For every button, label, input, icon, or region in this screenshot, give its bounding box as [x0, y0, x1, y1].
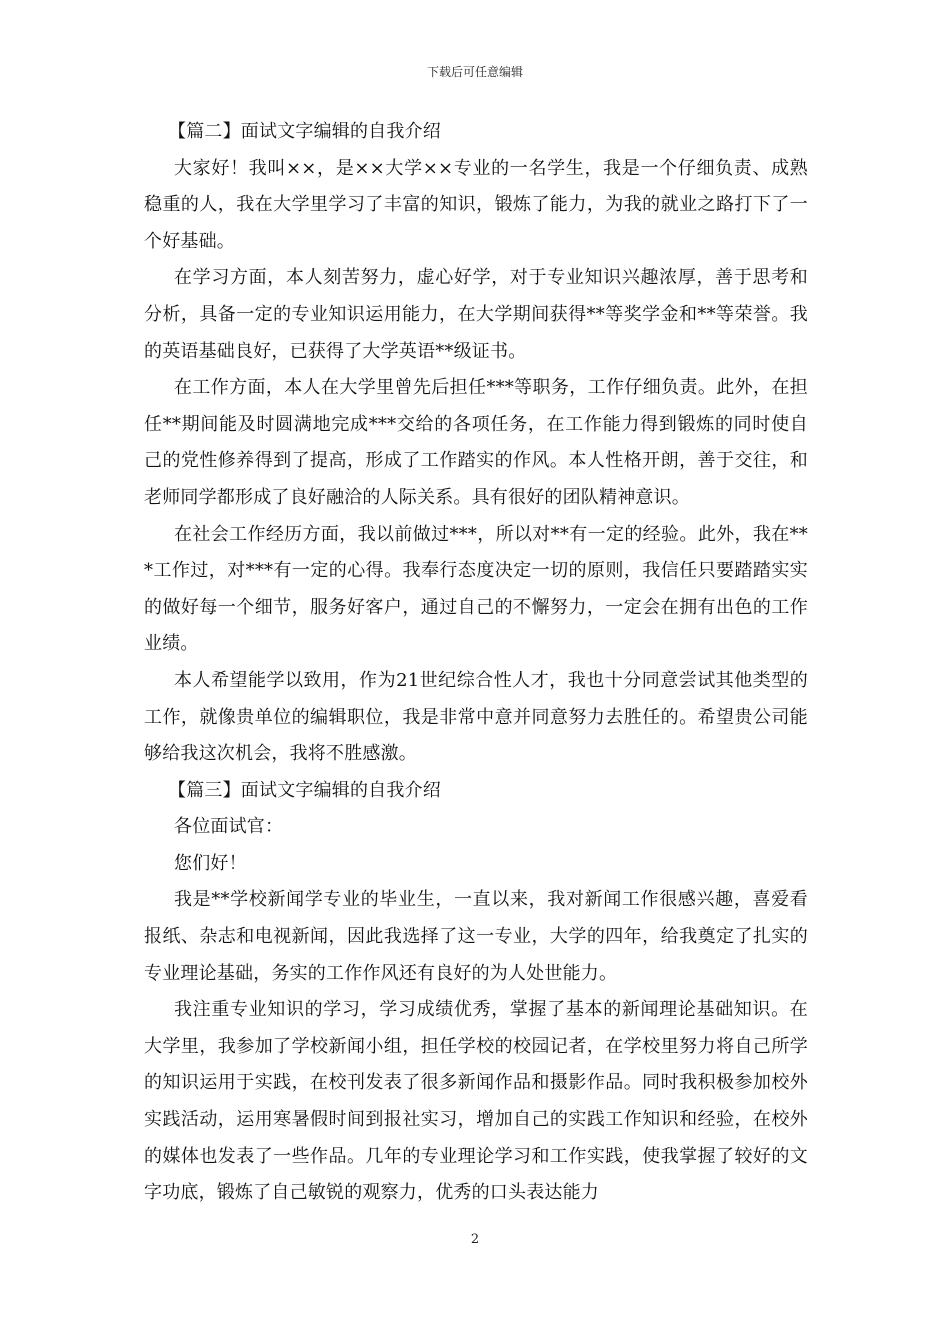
paragraph-background: 我是**学校新闻学专业的毕业生，一直以来，我对新闻工作很感兴趣，喜爱看报纸、杂志和电视新闻，因此我选择了这一专业，大学的四年，给我奠定了扎实的专业理论基础，务实的工作作风还有良好的为人处世能力。: [144, 889, 808, 984]
document-body: [144, 114, 808, 1212]
paragraph-study: 在学习方面，本人刻苦努力，虚心好学，对于专业知识兴趣浓厚，善于思考和分析，具备一定的专业知识运用能力，在大学期间获得**等奖学金和**等荣誉。我的英语基础良好，已获得了大学英语**级证书。: [144, 267, 808, 362]
paragraph-hello: 您们好！: [174, 852, 247, 874]
paragraph-practice: 我注重专业知识的学习，学习成绩优秀，掌握了基本的新闻理论基础知识。在大学里，我参加了学校新闻小组，担任学校的校园记者，在学校里努力将自己所学的知识运用于实践，在校刊发表了很多新闻作品和摄影作品。同时我积极参加校外实践活动，运用寒暑假时间到报社实习，增加自己的实践工作知识和经验，在校外的媒体也发表了一些作品。几年的专业理论学习和工作实践，使我掌握了较好的文字功底，锻炼了自己敏锐的观察力，优秀的口头表达能力: [144, 999, 808, 1204]
section-heading-part-two: 【篇二】面试文字编辑的自我介绍: [168, 121, 441, 142]
section-heading-part-three: 【篇三】面试文字编辑的自我介绍: [168, 779, 441, 801]
paragraph-hope: 本人希望能学以致用，作为21世纪综合性人才，我也十分同意尝试其他类型的工作，就像贵单位的编辑职位，我是非常中意并同意努力去胜任的。希望贵公司能够给我这次机会，我将不胜感激。: [144, 669, 808, 765]
paragraph-social-experience: 在社会工作经历方面，我以前做过***，所以对**有一定的经验。此外，我在***工作过，对***有一定的心得。我奉行态度决定一切的原则，我信任只要踏踏实实的做好每一个细节，服务好客户，通过自己的不懈努力，一定会在拥有出色的工作业绩。: [144, 523, 808, 655]
page-number: 2: [470, 1232, 480, 1247]
paragraph-salutation: 各位面试官：: [174, 816, 284, 838]
paragraph-greeting-intro: 大家好！我叫××，是××大学××专业的一名学生，我是一个仔细负责、成熟稳重的人，我在大学里学习了丰富的知识，锻炼了能力，为我的就业之路打下了一个好基础。: [144, 157, 808, 252]
paragraph-work: 在工作方面，本人在大学里曾先后担任***等职务，工作仔细负责。此外，在担任**期间能及时圆满地完成***交给的各项任务，在工作能力得到锻炼的同时使自己的党性修养得到了提高，形成了工作踏实的作风。本人性格开朗，善于交往，和老师同学都形成了良好融洽的人际关系。具有很好的团队精神意识。: [144, 377, 808, 508]
page-header: 下载后可任意编辑: [426, 65, 523, 79]
